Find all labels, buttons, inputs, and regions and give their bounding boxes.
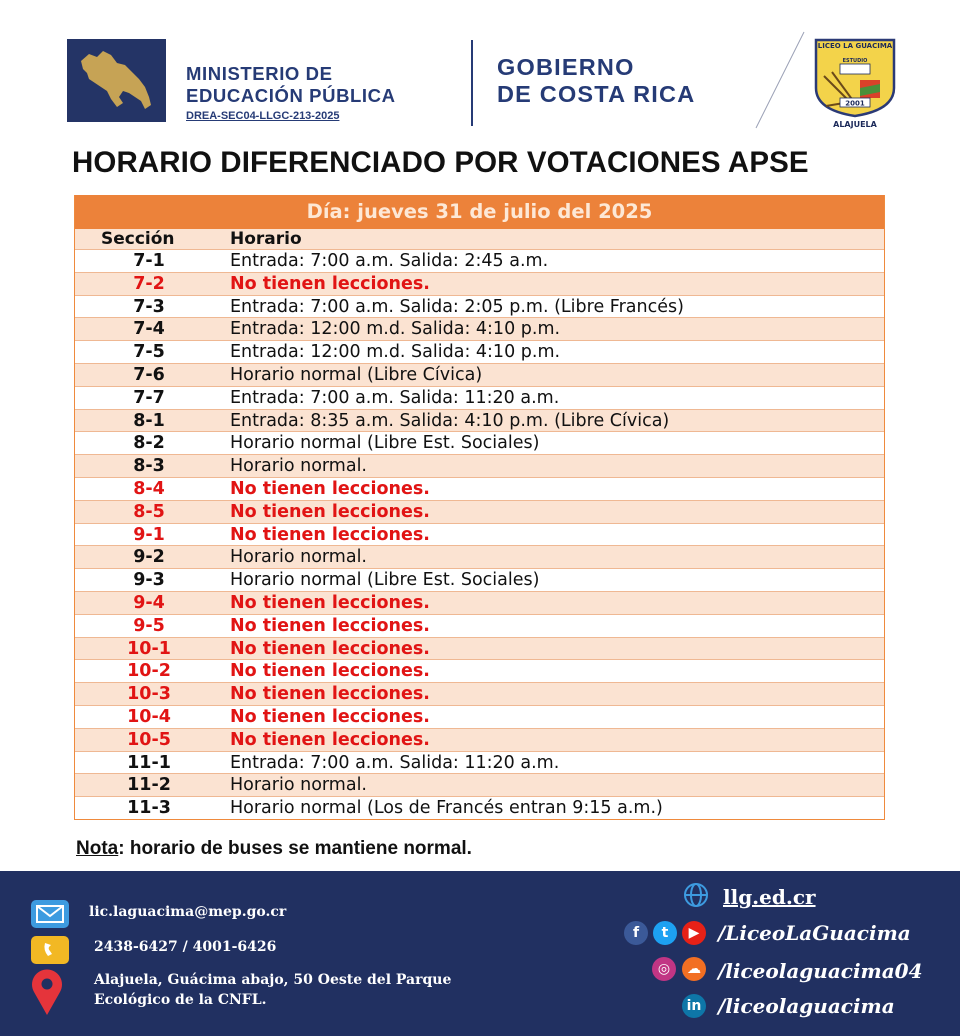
row-section: 8-3 — [133, 456, 165, 477]
twitter-icon[interactable]: t — [653, 921, 677, 945]
row-schedule: No tienen lecciones. — [230, 524, 430, 545]
crest-motto: ESTUDIO — [842, 58, 868, 64]
row-section: 9-4 — [133, 592, 165, 613]
schedule-rows — [75, 249, 884, 819]
table-row — [75, 751, 884, 774]
row-schedule: Horario normal. — [230, 775, 367, 796]
row-schedule: No tienen lecciones. — [230, 273, 430, 294]
schedule-note — [76, 838, 472, 860]
address-line-2: Ecológico de la CNFL. — [94, 992, 267, 1008]
row-schedule: Entrada: 8:35 a.m. Salida: 4:10 p.m. (Libre Cívica) — [230, 410, 670, 431]
row-section: 7-4 — [133, 319, 165, 340]
schedule-day-header: Día: jueves 31 de julio del 2025 — [75, 195, 884, 229]
phone-icon — [31, 936, 69, 964]
phone-numbers: 2438-6427 / 4001-6426 — [94, 939, 277, 955]
row-section: 7-2 — [133, 273, 165, 294]
row-schedule: Entrada: 7:00 a.m. Salida: 2:45 a.m. — [230, 251, 549, 271]
ministry-line-2: EDUCACIÓN PÚBLICA — [186, 85, 396, 106]
mep-logo — [67, 39, 166, 122]
soundcloud-icon[interactable]: ☁ — [682, 957, 706, 981]
row-section: 8-4 — [133, 478, 165, 499]
row-schedule: Entrada: 7:00 a.m. Salida: 11:20 a.m. — [230, 752, 560, 773]
row-schedule: Horario normal. — [230, 456, 367, 477]
table-row — [75, 317, 884, 340]
table-row — [75, 773, 884, 796]
website-link[interactable]: llg.ed.cr — [723, 885, 816, 909]
table-row — [75, 272, 884, 295]
table-row — [75, 637, 884, 660]
table-row — [75, 523, 884, 546]
row-section: 10-2 — [127, 661, 171, 682]
table-row — [75, 682, 884, 705]
location-pin-icon — [31, 968, 63, 1016]
table-row — [75, 659, 884, 682]
row-section: 7-6 — [133, 364, 165, 385]
header-divider — [471, 40, 473, 126]
table-row — [75, 477, 884, 500]
document-reference-code: DREA-SEC04-LLGC-213-2025 — [186, 110, 340, 122]
row-schedule: Horario normal (Los de Francés entran 9:15 a.m.) — [230, 798, 663, 819]
table-row — [75, 500, 884, 523]
table-row — [75, 363, 884, 386]
address — [94, 970, 451, 1010]
note-label: Nota — [76, 838, 119, 859]
row-schedule: No tienen lecciones. — [230, 706, 430, 727]
school-crest-logo — [810, 36, 900, 130]
row-section: 10-5 — [127, 729, 171, 750]
schedule-column-headers — [75, 229, 884, 249]
row-section: 7-3 — [133, 296, 165, 317]
row-section: 10-1 — [127, 638, 171, 659]
row-schedule: Entrada: 12:00 m.d. Salida: 4:10 p.m. — [230, 342, 561, 363]
schedule-table — [74, 195, 885, 820]
government-line-2: DE COSTA RICA — [497, 81, 696, 107]
crest-city: ALAJUELA — [833, 120, 877, 129]
table-row — [75, 295, 884, 318]
table-row — [75, 614, 884, 637]
table-row — [75, 796, 884, 819]
row-schedule: Horario normal (Libre Est. Sociales) — [230, 570, 540, 591]
facebook-handle-link[interactable]: /LiceoLaGuacima — [718, 921, 911, 945]
globe-icon — [682, 881, 710, 909]
row-section: 11-3 — [127, 798, 171, 819]
table-row — [75, 591, 884, 614]
row-section: 7-5 — [133, 342, 165, 363]
row-section: 9-1 — [133, 524, 165, 545]
row-schedule: No tienen lecciones. — [230, 592, 430, 613]
table-row — [75, 568, 884, 591]
crest-year: 2001 — [845, 99, 865, 108]
row-section: 11-1 — [127, 752, 171, 773]
table-row — [75, 409, 884, 432]
address-line-1: Alajuela, Guácima abajo, 50 Oeste del Parque — [94, 972, 452, 988]
youtube-icon[interactable]: ▶ — [682, 921, 706, 945]
column-header-section: Sección — [101, 229, 175, 249]
contact-footer — [0, 871, 960, 1036]
row-schedule: No tienen lecciones. — [230, 684, 430, 705]
row-section: 8-1 — [133, 410, 165, 431]
row-schedule: Horario normal (Libre Cívica) — [230, 364, 483, 385]
instagram-icon[interactable]: ◎ — [652, 957, 676, 981]
row-schedule: No tienen lecciones. — [230, 729, 430, 750]
email-icon — [31, 900, 69, 928]
row-schedule: No tienen lecciones. — [230, 615, 430, 636]
row-section: 10-4 — [127, 706, 171, 727]
row-section: 7-7 — [133, 387, 165, 408]
table-row — [75, 386, 884, 409]
row-section: 9-3 — [133, 570, 165, 591]
row-schedule: Horario normal (Libre Est. Sociales) — [230, 433, 540, 454]
table-row — [75, 431, 884, 454]
row-schedule: Horario normal. — [230, 547, 367, 568]
row-schedule: Entrada: 7:00 a.m. Salida: 11:20 a.m. — [230, 387, 560, 408]
table-row — [75, 545, 884, 568]
column-header-schedule: Horario — [230, 229, 302, 249]
row-schedule: Entrada: 12:00 m.d. Salida: 4:10 p.m. — [230, 319, 561, 340]
row-section: 10-3 — [127, 684, 171, 705]
row-schedule: No tienen lecciones. — [230, 638, 430, 659]
diagonal-divider — [720, 30, 820, 130]
row-schedule: Entrada: 7:00 a.m. Salida: 2:05 p.m. (Libre Francés) — [230, 296, 684, 317]
row-section: 9-2 — [133, 547, 165, 568]
table-row — [75, 705, 884, 728]
row-section: 7-1 — [133, 251, 165, 271]
table-row — [75, 454, 884, 477]
linkedin-icon[interactable]: in — [682, 994, 706, 1018]
row-schedule: No tienen lecciones. — [230, 478, 430, 499]
note-text: : horario de buses se mantiene normal. — [118, 838, 472, 859]
government-line-1: GOBIERNO — [497, 54, 635, 80]
table-row — [75, 249, 884, 272]
ministry-name — [186, 63, 396, 107]
instagram-handle-link[interactable]: /liceolaguacima04 — [718, 959, 923, 983]
row-section: 11-2 — [127, 775, 171, 796]
row-schedule: No tienen lecciones. — [230, 501, 430, 522]
row-section: 9-5 — [133, 615, 165, 636]
table-row — [75, 340, 884, 363]
row-section: 8-2 — [133, 433, 165, 454]
row-section: 8-5 — [133, 501, 165, 522]
row-schedule: No tienen lecciones. — [230, 661, 430, 682]
ministry-line-1: MINISTERIO DE — [186, 63, 333, 84]
linkedin-handle-link[interactable]: /liceolaguacima — [718, 994, 895, 1018]
crest-school-name: LICEO LA GUACIMA — [817, 42, 893, 50]
costa-rica-map-icon — [67, 39, 166, 122]
facebook-icon[interactable]: f — [624, 921, 648, 945]
government-name — [497, 54, 695, 108]
email-link[interactable]: lic.laguacima@mep.go.cr — [89, 904, 287, 920]
page-title: HORARIO DIFERENCIADO POR VOTACIONES APSE — [72, 146, 809, 179]
table-row — [75, 728, 884, 751]
